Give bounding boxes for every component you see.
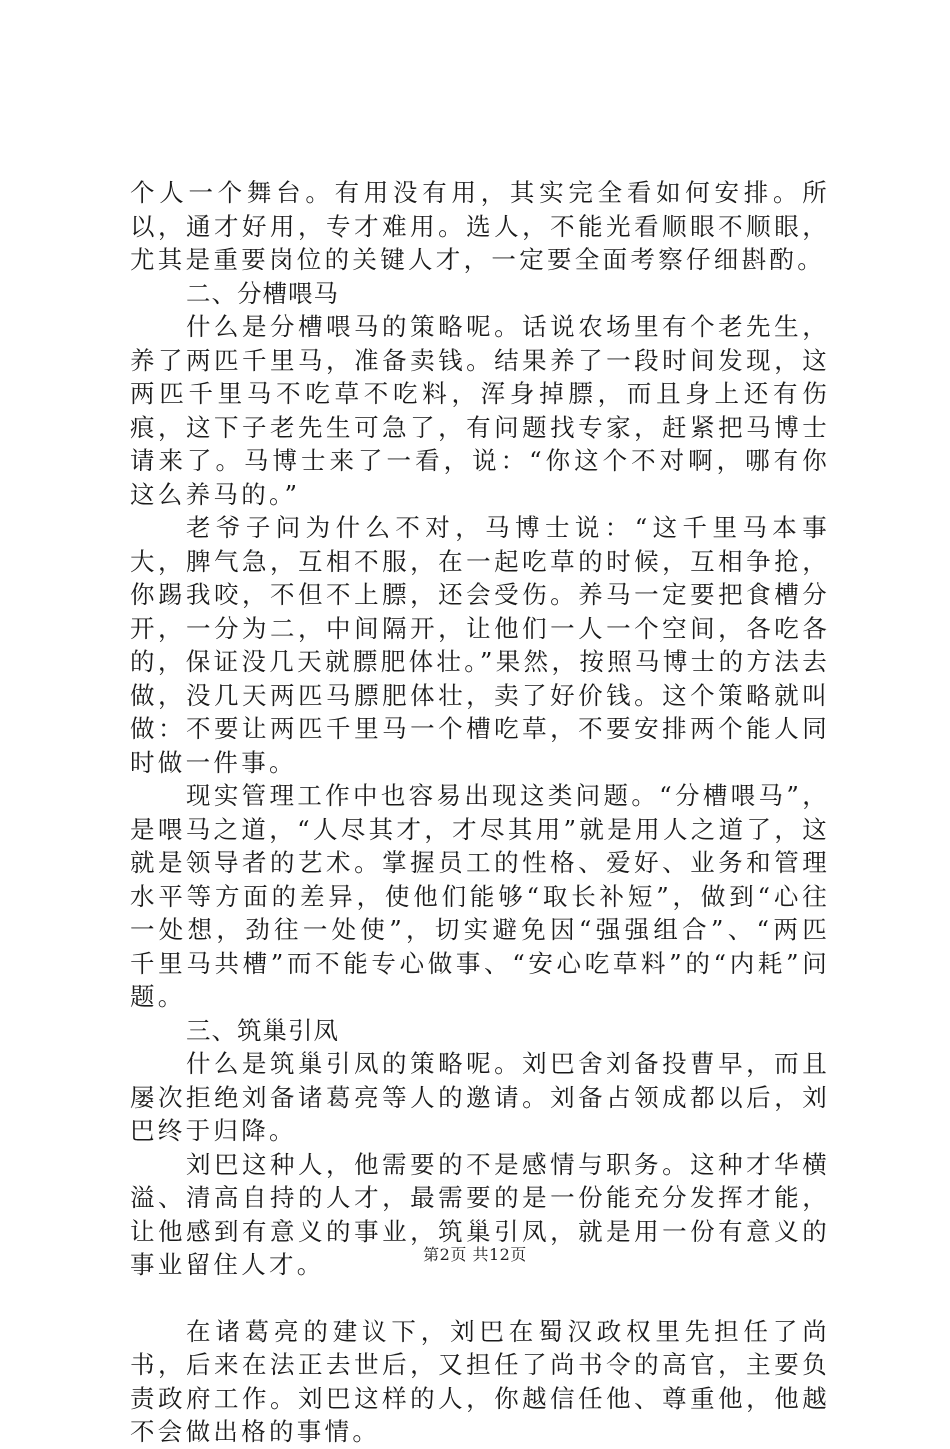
paragraph-spacer xyxy=(130,1282,830,1315)
section-heading-3: 三、筑巢引凤 xyxy=(186,1015,339,1045)
paragraph: 什么是分槽喂马的策略呢。话说农场里有个老先生，养了两匹千里马，准备卖钱。结果养了一段时间发现，这两匹千里马不吃草不吃料，浑身掉膘，而且身上还有伤痕，这下子老先生可急了，有问题找专家，赶紧把马博士请来了。马博士来了一看，说：“你这个不对啊，哪有你这么养马的。” xyxy=(130,312,830,509)
paragraph: 刘巴这种人，他需要的不是感情与职务。这种才华横溢、清高自持的人才，最需要的是一份能充分发挥才能，让他感到有意义的事业，筑巢引凤，就是用一份有意义的事业留住人才。 xyxy=(130,1149,830,1279)
paragraph: 在诸葛亮的建议下，刘巴在蜀汉政权里先担任了尚书，后来在法正去世后，又担任了尚书令的高官，主要负责政府工作。刘巴这样的人，你越信任他、尊重他，他越不会做出格的事情。 xyxy=(130,1316,830,1446)
paragraph-continued: 个人一个舞台。有用没有用，其实完全看如何安排。所以，通才好用，专才难用。选人，不能光看顺眼不顺眼，尤其是重要岗位的关键人才，一定要全面考察仔细斟酌。 xyxy=(130,178,830,274)
section-heading-2: 二、分槽喂马 xyxy=(186,278,339,308)
paragraph: 什么是筑巢引凤的策略呢。刘巴舍刘备投曹早，而且屡次拒绝刘备诸葛亮等人的邀请。刘备占领成都以后，刘巴终于归降。 xyxy=(130,1049,830,1145)
paragraph: 现实管理工作中也容易出现这类问题。“分槽喂马”，是喂马之道，“人尽其才，才尽其用”就是用人之道了，这就是领导者的艺术。掌握员工的性格、爱好、业务和管理水平等方面的差异，使他们能够“取长补短”，做到“心往一处想，劲往一处使”，切实避免因“强强组合”、“两匹千里马共槽”而不能专心做事、“安心吃草料”的“内耗”问题。 xyxy=(130,781,830,1011)
paragraph: 老爷子问为什么不对，马博士说：“这千里马本事大，脾气急，互相不服，在一起吃草的时候，互相争抢，你踢我咬，不但不上膘，还会受伤。养马一定要把食槽分开，一分为二，中间隔开，让他们一人一个空间，各吃各的，保证没几天就膘肥体壮。”果然，按照马博士的方法去做，没几天两匹马膘肥体壮，卖了好价钱。这个策略就叫做：不要让两匹千里马一个槽吃草，不要安排两个能人同时做一件事。 xyxy=(130,513,830,777)
page-number-footer: 第2页 共12页 xyxy=(423,1245,527,1264)
